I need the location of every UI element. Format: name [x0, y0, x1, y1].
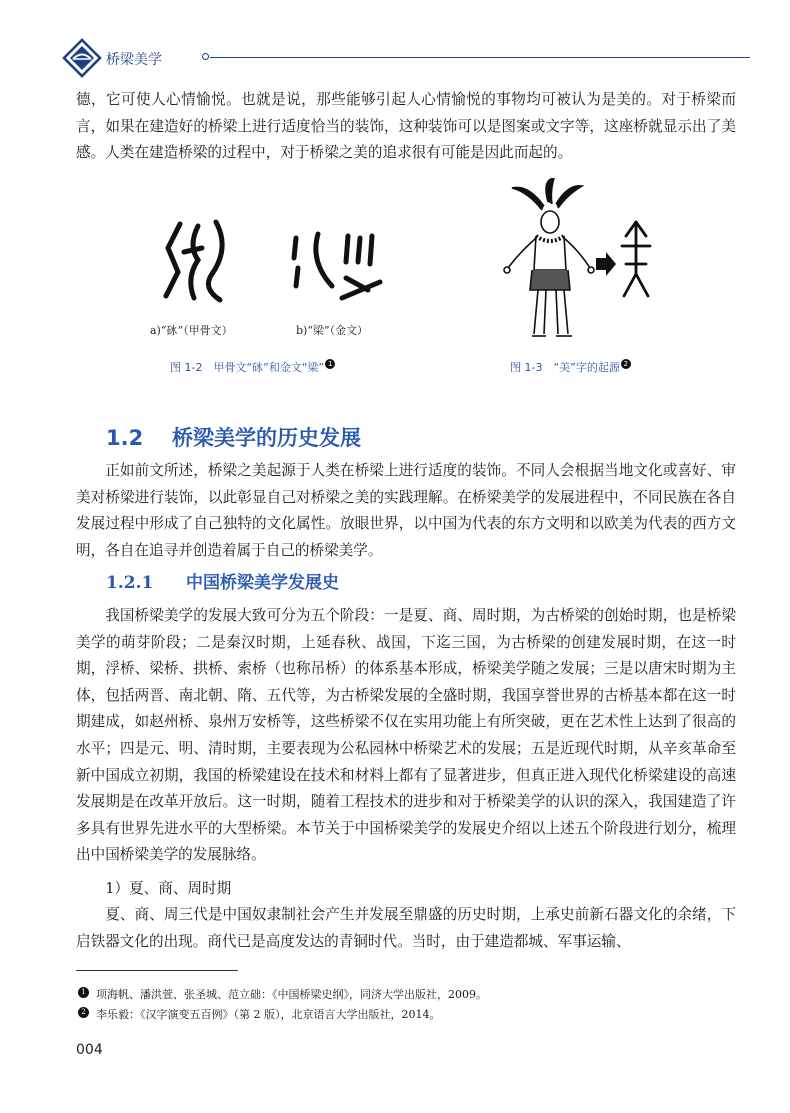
header-title: 桥梁美学	[106, 52, 162, 68]
footnote-2	[81, 1006, 441, 1022]
header-dot-icon	[202, 53, 209, 60]
history-paragraph: 正如前文所述，桥梁之美起源于人类在桥梁上进行适度的装饰。不同人会根据当地文化或喜好、审美对桥梁进行装饰，以此彰显自己对桥梁之美的实践理解。在桥梁美学的发展进程中，不同民族在各自发展过程中形成了自己独特的文化属性。放眼世界，以中国为代表的东方文明和以欧美为代表的西方文明，各自在追寻并创造着属于自己的桥梁美学。	[76, 462, 736, 559]
oracle-bone-ping-glyph	[158, 218, 238, 304]
bronze-liang-glyph	[288, 228, 388, 304]
book-logo-icon	[62, 38, 102, 78]
page-number: 004	[76, 1042, 103, 1058]
section-heading-1-2-1	[106, 568, 339, 593]
china-history-paragraph: 我国桥梁美学的发展大致可分为五个阶段：一是夏、商、周时期，为古桥梁的创始时期，也是桥梁美学的萌芽阶段；二是秦汉时期，上延春秋、战国，下迄三国，为古桥梁的创建发展时期，在这一时期，浮桥、梁桥、拱桥、索桥（也称吊桥）的体系基本形成，桥梁美学随之发展；三是以唐宋时期为主体，包括两晋、南北朝、隋、五代等，为古桥梁发展的全盛时期，我国享誉世界的古桥基本都在这一时期建成，如赵州桥、泉州万安桥等，这些桥梁不仅在实用功能上有所突破，更在艺术性上达到了很高的水平；四是元、明、清时期，主要表现为公私园林中桥梁艺术的发展；五是近现代时期，从辛亥革命至新中国成立初期，我国的桥梁建设在技术和材料上都有了显著进步，但真正进入现代化桥梁建设的高速发展期是在改革开放后。这一时期，随着工程技术的进步和对于桥梁美学的认识的深入，我国建造了许多具有世界先进水平的大型桥梁。本节关于中国桥梁美学的发展史介绍以上述五个阶段进行划分，梳理出中国桥梁美学的发展脉络。	[76, 607, 736, 864]
xia-shang-zhou-paragraph: 夏、商、周三代是中国奴隶制社会产生并发展至鼎盛的历史时期，上承史前新石器文化的余绪，下启铁器文化的出现。商代已是高度发达的青铜时代。当时，由于建造都城、军事运输、	[76, 906, 736, 950]
footnote-mark: 2	[78, 1007, 89, 1018]
section-number: 1.2	[106, 426, 144, 450]
intro-paragraph: 德，它可使人心情愉悦。也就是说，那些能够引起人心情愉悦的事物均可被认为是美的。对于桥梁而言，如果在建造好的桥梁上进行适度恰当的装饰，这种装饰可以是图案或文字等，这座桥就显示出了美感。人类在建造桥梁的过程中，对于桥梁之美的追求很有可能是因此而起的。	[76, 91, 736, 162]
footnote-mark: 1	[78, 987, 89, 998]
section-heading-1-2	[106, 422, 361, 452]
footnote-ref-1[interactable]: 1	[325, 359, 335, 369]
period-subheading: 1）夏、商、周时期	[105, 880, 232, 897]
footnote-ref-2[interactable]: 2	[621, 359, 631, 369]
fig13-caption: 图 1-3 “美”字的起源 2	[510, 359, 631, 375]
running-header	[62, 38, 752, 78]
footnote-text: 李乐毅：《汉字演变五百例》（第 2 版），北京语言大学出版社，2014。	[96, 1008, 441, 1021]
fig12-sub-b: b)“梁”（金文）	[296, 324, 369, 337]
fig12-caption: 图 1-2 甲骨文“砯”和金文“梁” 1	[170, 359, 335, 375]
footnote-rule	[76, 970, 238, 971]
footnote-text: 项海帆、潘洪萱、张圣城、范立础：《中国桥梁史纲》，同济大学出版社，2009。	[96, 988, 487, 1001]
fig12-sub-a: a)“砯”（甲骨文）	[150, 324, 233, 337]
footnote-1	[81, 986, 487, 1002]
subsection-number: 1.2.1	[106, 573, 154, 593]
subsection-title: 中国桥梁美学发展史	[186, 573, 339, 593]
mei-origin-illustration	[498, 178, 658, 348]
header-rule	[210, 57, 750, 58]
section-title: 桥梁美学的历史发展	[172, 426, 361, 450]
